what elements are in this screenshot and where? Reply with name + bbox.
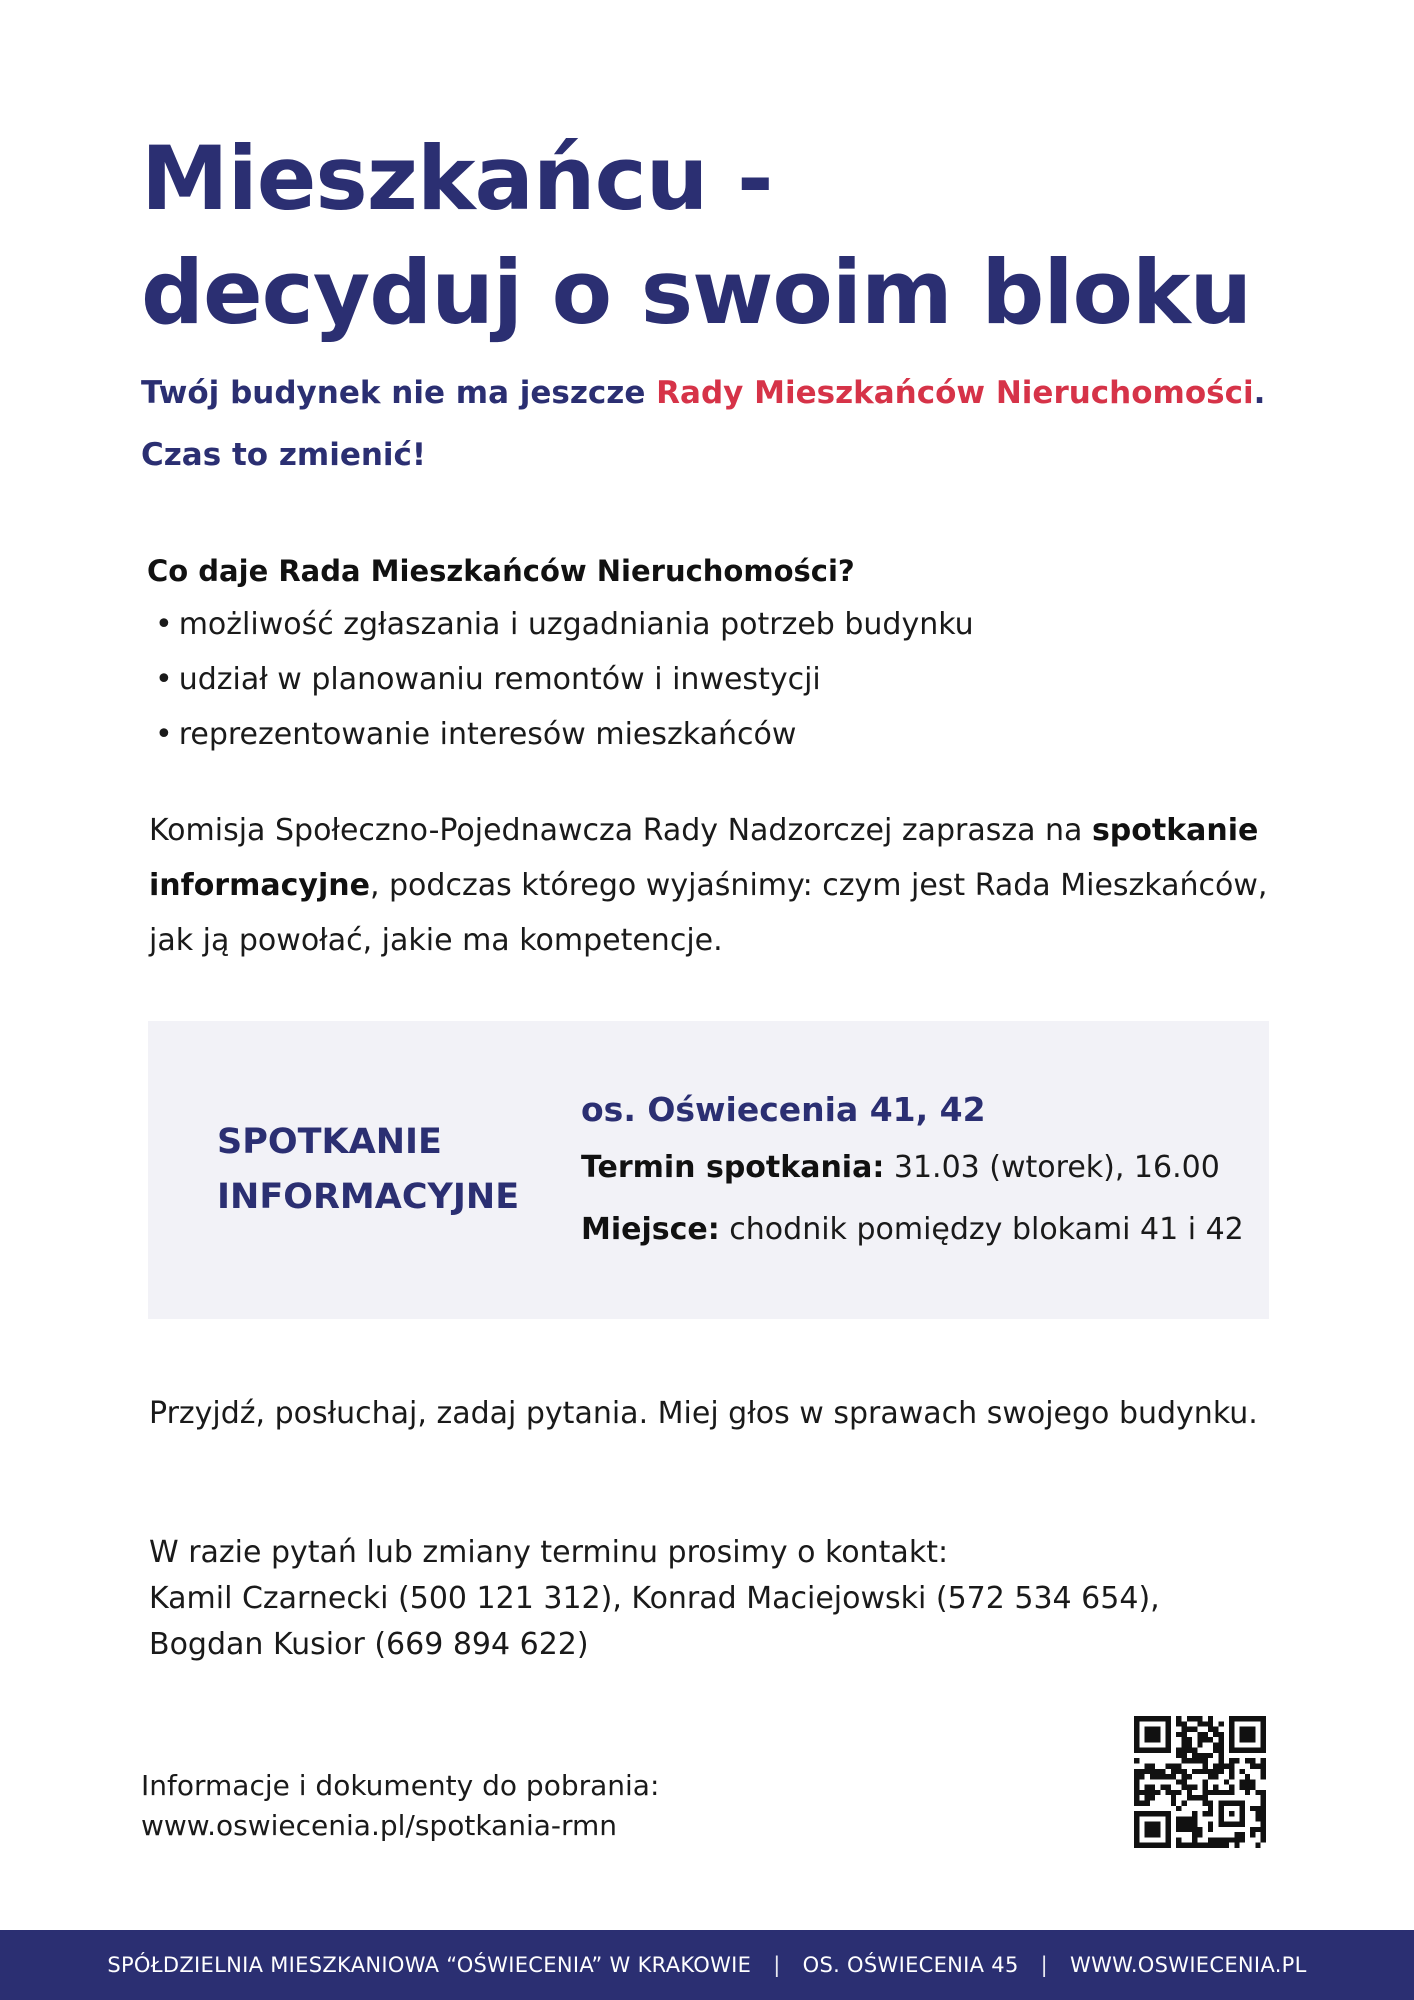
meeting-label-line-2: INFORMACYJNE xyxy=(217,1177,520,1217)
contact-line-3: Bogdan Kusior (669 894 622) xyxy=(149,1627,589,1662)
benefit-text: reprezentowanie interesów mieszkańców xyxy=(178,717,797,752)
footer-org: SPÓŁDZIELNIA MIESZKANIOWA “OŚWIECENIA” W KRAKOWIE xyxy=(107,1953,752,1977)
meeting-place-value: chodnik pomiędzy blokami 41 i 42 xyxy=(719,1212,1244,1247)
meeting-details xyxy=(581,1083,1244,1261)
meeting-date-label: Termin spotkania: xyxy=(581,1150,885,1185)
benefits-heading: Co daje Rada Mieszkańców Nieruchomości? xyxy=(147,554,855,588)
list-item xyxy=(147,707,1297,762)
title-line-1: Mieszkańcu - xyxy=(141,127,773,230)
intro-line-3: jak ją powołać, jakie ma kompetencje. xyxy=(149,923,723,958)
intro-bold-2: informacyjne xyxy=(149,868,370,903)
benefits-section xyxy=(147,545,1297,762)
meeting-label-line-1: SPOTKANIE xyxy=(217,1122,442,1162)
footer-website[interactable]: WWW.OSWIECENIA.PL xyxy=(1070,1953,1307,1977)
bullet-icon: • xyxy=(155,607,173,642)
footer-separator: | xyxy=(773,1953,781,1977)
page-title xyxy=(141,122,1251,350)
benefit-text: udział w planowaniu remontów i inwestycji xyxy=(178,662,821,697)
contact-line-2: Kamil Czarnecki (500 121 312), Konrad Maciejowski (572 534 654), xyxy=(149,1581,1160,1616)
meeting-info-box xyxy=(148,1021,1269,1319)
footer-bar xyxy=(0,1930,1414,2000)
footer-separator: | xyxy=(1040,1953,1049,1977)
callout-text: Przyjdź, posłuchaj, zadaj pytania. Miej głos w sprawach swojego budynku. xyxy=(149,1396,1258,1431)
list-item xyxy=(147,652,1297,707)
list-item xyxy=(147,597,1297,652)
intro-part-1: Komisja Społeczno-Pojednawcza Rady Nadzorczej zaprasza na xyxy=(149,813,1092,848)
intro-bold-1: spotkanie xyxy=(1091,813,1259,848)
subtitle-line-2: Czas to zmienić! xyxy=(141,437,427,473)
meeting-date xyxy=(581,1137,1244,1199)
subtitle-prefix: Twój budynek nie ma jeszcze xyxy=(141,375,657,411)
benefit-text: możliwość zgłaszania i uzgadniania potrzeb budynku xyxy=(178,607,974,642)
title-line-2: decyduj o swoim bloku xyxy=(141,241,1252,344)
meeting-place-label: Miejsce: xyxy=(581,1212,720,1247)
downloads-info xyxy=(141,1766,659,1846)
bullet-icon: • xyxy=(155,662,173,697)
footer-address: OS. OŚWIECENIA 45 xyxy=(802,1953,1019,1977)
intro-paragraph xyxy=(149,803,1299,968)
meeting-date-value: 31.03 (wtorek), 16.00 xyxy=(884,1150,1220,1185)
subtitle-highlight: Rady Mieszkańców Nieruchomości xyxy=(656,375,1254,411)
intro-line-1 xyxy=(149,803,1299,858)
subtitle xyxy=(141,362,1341,486)
downloads-url[interactable]: www.oswiecenia.pl/spotkania-rmn xyxy=(141,1809,618,1842)
bullet-icon: • xyxy=(155,717,173,752)
downloads-label: Informacje i dokumenty do pobrania: xyxy=(141,1769,660,1802)
contact-line-1: W razie pytań lub zmiany terminu prosimy o kontakt: xyxy=(149,1535,949,1570)
contact-info xyxy=(149,1530,1160,1668)
subtitle-line-1 xyxy=(141,362,1341,424)
subtitle-suffix: . xyxy=(1253,375,1266,411)
benefits-list xyxy=(147,597,1297,762)
intro-line-2 xyxy=(149,858,1299,913)
intro-part-2: , podczas którego wyjaśnimy: czym jest Rada Mieszkańców, xyxy=(369,868,1268,903)
meeting-place xyxy=(581,1199,1244,1261)
meeting-label xyxy=(217,1115,519,1225)
meeting-address: os. Oświecenia 41, 42 xyxy=(581,1090,986,1129)
qr-code-icon[interactable] xyxy=(1134,1716,1266,1848)
